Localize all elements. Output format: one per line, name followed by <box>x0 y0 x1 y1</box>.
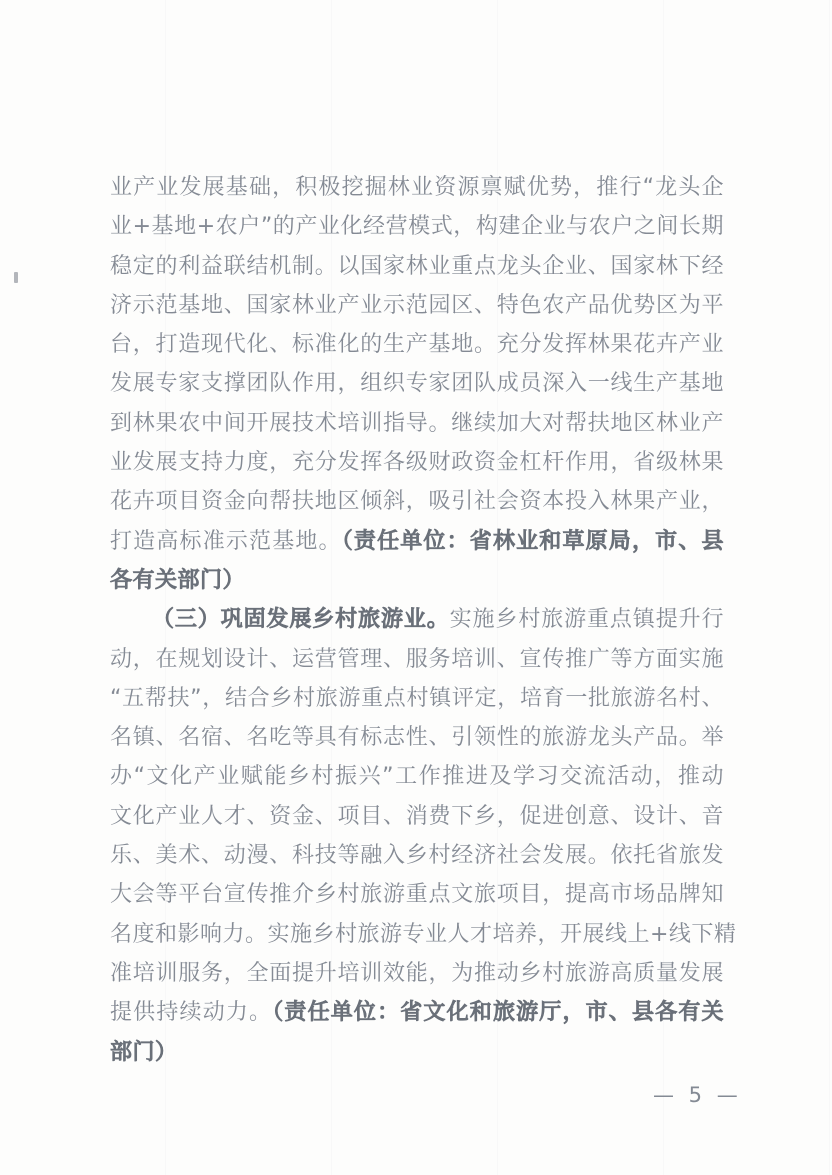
line-text: 发展专家支撑团队作用，组织专家团队成员深入一线生产基地 <box>110 371 724 397</box>
line-text: 大会等平台宣传推介乡村旅游重点文旅项目，提高市场品牌知 <box>110 882 724 908</box>
line-text: 名镇、名宿、名吃等具有标志性、引领性的旅游龙头产品。举 <box>110 725 724 751</box>
line-text: 动，在规划设计、运营管理、服务培训、宣传推广等方面实施 <box>110 646 724 672</box>
body-line-14 <box>110 679 724 718</box>
body-line-3 <box>110 247 724 286</box>
body-line-17 <box>110 797 724 836</box>
line-text: 办“文化产业赋能乡村振兴”工作推进及学习交流活动，推动 <box>110 764 724 790</box>
body-line-9 <box>110 482 724 521</box>
body-line-6 <box>110 364 724 403</box>
line-text: 乐、美术、动漫、科技等融入乡村经济社会发展。依托省旅发 <box>110 843 724 869</box>
body-line-11 <box>110 561 724 600</box>
body-line-8 <box>110 443 724 482</box>
body-line-13 <box>110 640 724 679</box>
body-line-4 <box>110 286 724 325</box>
line-text: 花卉项目资金向帮扶地区倾斜，吸引社会资本投入林果产业， <box>110 489 724 515</box>
body-line-2 <box>110 207 724 246</box>
line-text: 到林果农中间开展技术培训指导。继续加大对帮扶地区林业产 <box>110 410 724 436</box>
responsibility-unit-tourism: （责任单位：省文化和旅游厅，市、县各有关 <box>272 1000 724 1026</box>
line-text: 业+基地+农户”的产业化经营模式，构建企业与农户之间长期 <box>110 214 724 240</box>
line-text: 济示范基地、国家林业产业示范园区、特色农产品优势区为平 <box>110 292 724 318</box>
body-line-12 <box>110 600 724 639</box>
body-line-20 <box>110 915 737 954</box>
page-number: — 5 — <box>653 1083 742 1107</box>
line-text: 提供持续动力。 <box>110 1000 273 1026</box>
text-block <box>110 168 737 1072</box>
body-line-5 <box>110 325 724 364</box>
line-text: 文化产业人才、资金、项目、消费下乡，促进创意、设计、音 <box>110 803 724 829</box>
body-line-19 <box>110 875 724 914</box>
body-line-7 <box>110 404 724 443</box>
responsibility-unit-tourism-cont: 部门） <box>110 1039 178 1065</box>
body-line-1 <box>110 168 724 207</box>
section-3-heading: （三）巩固发展乡村旅游业。 <box>152 607 450 633</box>
line-text: 名度和影响力。实施乡村旅游专业人才培养，开展线上+线下精 <box>110 921 737 947</box>
line-text: “五帮扶”，结合乡村旅游重点村镇评定，培育一批旅游名村、 <box>110 685 724 711</box>
responsibility-unit-forestry: （责任单位：省林业和草原局，市、县 <box>341 528 724 554</box>
scan-artifact-mark <box>14 272 18 283</box>
line-text: 打造高标准示范基地。 <box>110 528 342 554</box>
line-text: 实施乡村旅游重点镇提升行 <box>449 607 724 633</box>
body-line-18 <box>110 836 724 875</box>
body-line-21 <box>110 954 724 993</box>
body-line-22 <box>110 993 724 1032</box>
body-line-10 <box>110 522 724 561</box>
line-text: 业产业发展基础，积极挖掘林业资源禀赋优势，推行“龙头企 <box>110 175 724 200</box>
responsibility-unit-forestry-cont: 各有关部门） <box>110 567 246 593</box>
line-text: 业发展支持力度，充分发挥各级财政资金杠杆作用，省级林果 <box>110 450 724 476</box>
line-text: 台，打造现代化、标准化的生产基地。充分发挥林果花卉产业 <box>110 332 724 358</box>
body-line-23 <box>110 1033 724 1072</box>
body-line-16 <box>110 757 724 796</box>
line-text: 准培训服务，全面提升培训效能，为推动乡村旅游高质量发展 <box>110 960 724 986</box>
line-text: 稳定的利益联结机制。以国家林业重点龙头企业、国家林下经 <box>110 253 724 279</box>
body-line-15 <box>110 718 724 757</box>
